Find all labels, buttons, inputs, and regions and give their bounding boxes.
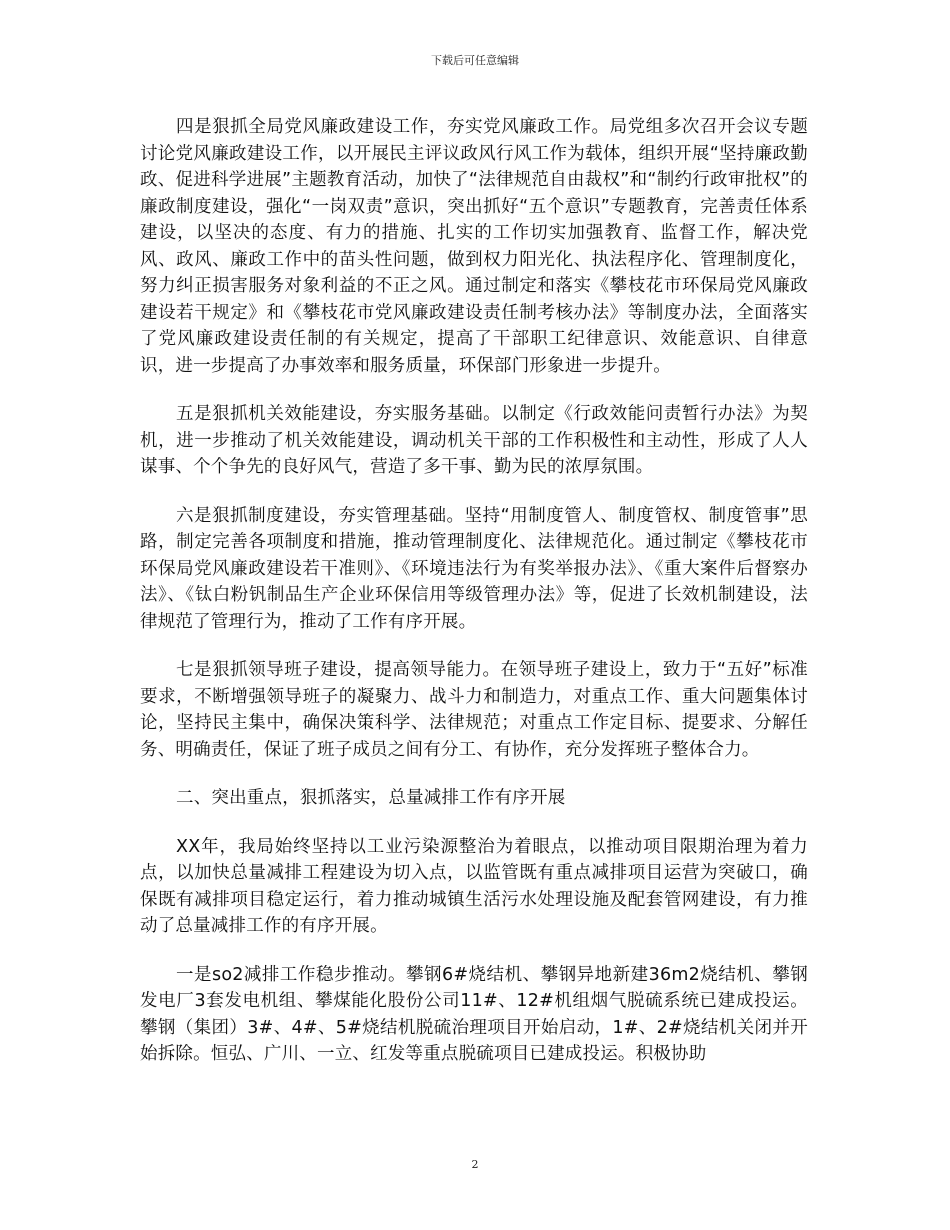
paragraph-emission-overview: XX年，我局始终坚持以工业污染源整治为着眼点，以推动项目限期治理为着力点，以加快总量减排工程建设为切入点，以监管既有重点减排项目运营为突破口，确保既有减排项目稳定运行，着力推动城镇生活污水处理设施及配套管网建设，有力推动了总量减排工作的有序开展。: [140, 836, 808, 936]
paragraph-so2-reduction: 一是so2减排工作稳步推动。攀钢6#烧结机、攀钢异地新建36m2烧结机、攀钢发电厂3套发电机组、攀煤能化股份公司11#、12#机组烟气脱硫系统已建成投运。攀钢（集团）3#、4#、5#烧结机脱硫治理项目开始启动，1#、2#烧结机关闭并开始拆除。恒弘、广川、一立、红发等重点脱硫项目已建成投运。积极协助: [140, 964, 808, 1064]
paragraph-leadership: 七是狠抓领导班子建设，提高领导能力。在领导班子建设上，致力于“五好”标准要求，不断增强领导班子的凝聚力、战斗力和制造力，对重点工作、重大问题集体讨论，坚持民主集中，确保决策科学、法律规范；对重点工作定目标、提要求、分解任务、明确责任，保证了班子成员之间有分工、有协作，充分发挥班子整体合力。: [140, 660, 808, 760]
document-body: [140, 114, 808, 1090]
page-header: 下载后可任意编辑: [431, 54, 519, 67]
page-number: 2: [471, 1158, 479, 1171]
paragraph-institution: 六是狠抓制度建设，夯实管理基础。坚持“用制度管人、制度管权、制度管事”思路，制定完善各项制度和措施，推动管理制度化、法律规范化。通过制定《攀枝花市环保局党风廉政建设若干准则》、《环境违法行为有奖举报办法》、《重大案件后督察办法》、《钛白粉钒制品生产企业环保信用等级管理办法》等，促进了长效机制建设，法律规范了管理行为，推动了工作有序开展。: [140, 505, 808, 632]
section-heading: 二、突出重点，狠抓落实，总量减排工作有序开展: [176, 788, 566, 808]
paragraph-party-conduct: 四是狠抓全局党风廉政建设工作，夯实党风廉政工作。局党组多次召开会议专题讨论党风廉政建设工作，以开展民主评议政风行风工作为载体，组织开展“坚持廉政勤政、促进科学进展”主题教育活动，加快了“法律规范自由裁权”和“制约行政审批权”的廉政制度建设，强化“一岗双责”意识，突出抓好“五个意识”专题教育，完善责任体系建设，以坚决的态度、有力的措施、扎实的工作切实加强教育、监督工作，解决党风、政风、廉政工作中的苗头性问题，做到权力阳光化、执法程序化、管理制度化，努力纠正损害服务对象利益的不正之风。通过制定和落实《攀枝花市环保局党风廉政建设若干规定》和《攀枝花市党风廉政建设责任制考核办法》等制度办法，全面落实了党风廉政建设责任制的有关规定，提高了干部职工纪律意识、效能意识、自律意识，进一步提高了办事效率和服务质量，环保部门形象进一步提升。: [140, 117, 808, 376]
paragraph-efficiency: 五是狠抓机关效能建设，夯实服务基础。以制定《行政效能问责暂行办法》为契机，进一步推动了机关效能建设，调动机关干部的工作积极性和主动性，形成了人人谋事、个个争先的良好风气，营造了多干事、勤为民的浓厚氛围。: [140, 404, 808, 477]
